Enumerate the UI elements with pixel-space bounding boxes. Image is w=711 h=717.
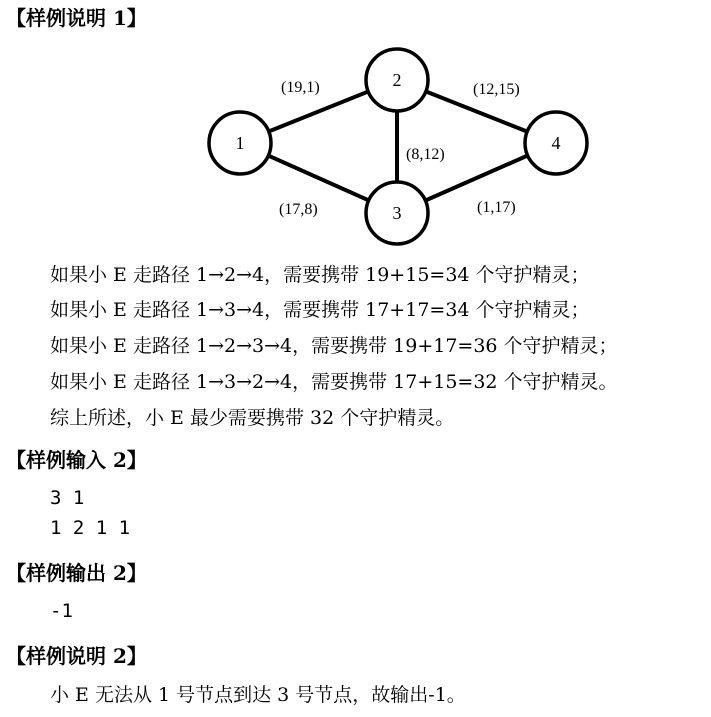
node-label-2: 2	[392, 70, 402, 90]
graph-node-2	[366, 49, 428, 111]
graph-node-3	[366, 182, 428, 244]
node-label-4: 4	[551, 133, 561, 153]
sample-explanation-2-text: 小 E 无法从 1 号节点到达 3 号节点，故输出-1。	[50, 684, 466, 706]
sample-input-line: 1 2 1 1	[50, 517, 131, 539]
edge-label-1-2: (19,1)	[281, 79, 320, 96]
edge-label-2-3: (8,12)	[406, 146, 445, 163]
sample-explanation-2-heading: 【样例说明 2】	[6, 644, 147, 668]
sample-explanation-1-heading: 【样例说明 1】	[6, 6, 147, 30]
explanation-summary: 综上所述，小 E 最少需要携带 32 个守护精灵。	[50, 407, 455, 429]
explanation-line: 如果小 E 走路径 1→2→3→4，需要携带 19+17=36 个守护精灵；	[50, 335, 618, 357]
sample-output-2-heading: 【样例输出 2】	[6, 561, 147, 585]
graph-diagram	[0, 0, 711, 260]
node-label-1: 1	[235, 133, 245, 153]
sample-output-line: -1	[50, 600, 73, 622]
edge-label-1-3: (17,8)	[279, 201, 318, 218]
sample-input-line: 3 1	[50, 487, 85, 509]
node-label-3: 3	[392, 203, 402, 223]
graph-node-1	[209, 112, 271, 174]
explanation-line: 如果小 E 走路径 1→3→2→4，需要携带 17+15=32 个守护精灵。	[50, 371, 618, 393]
sample-input-2-heading: 【样例输入 2】	[6, 448, 147, 472]
graph-node-4	[525, 112, 587, 174]
edge-label-3-4: (1,17)	[477, 199, 516, 216]
explanation-line: 如果小 E 走路径 1→2→4，需要携带 19+15=34 个守护精灵；	[50, 264, 590, 286]
explanation-line: 如果小 E 走路径 1→3→4，需要携带 17+17=34 个守护精灵；	[50, 299, 590, 321]
edge-label-2-4: (12,15)	[473, 81, 520, 98]
